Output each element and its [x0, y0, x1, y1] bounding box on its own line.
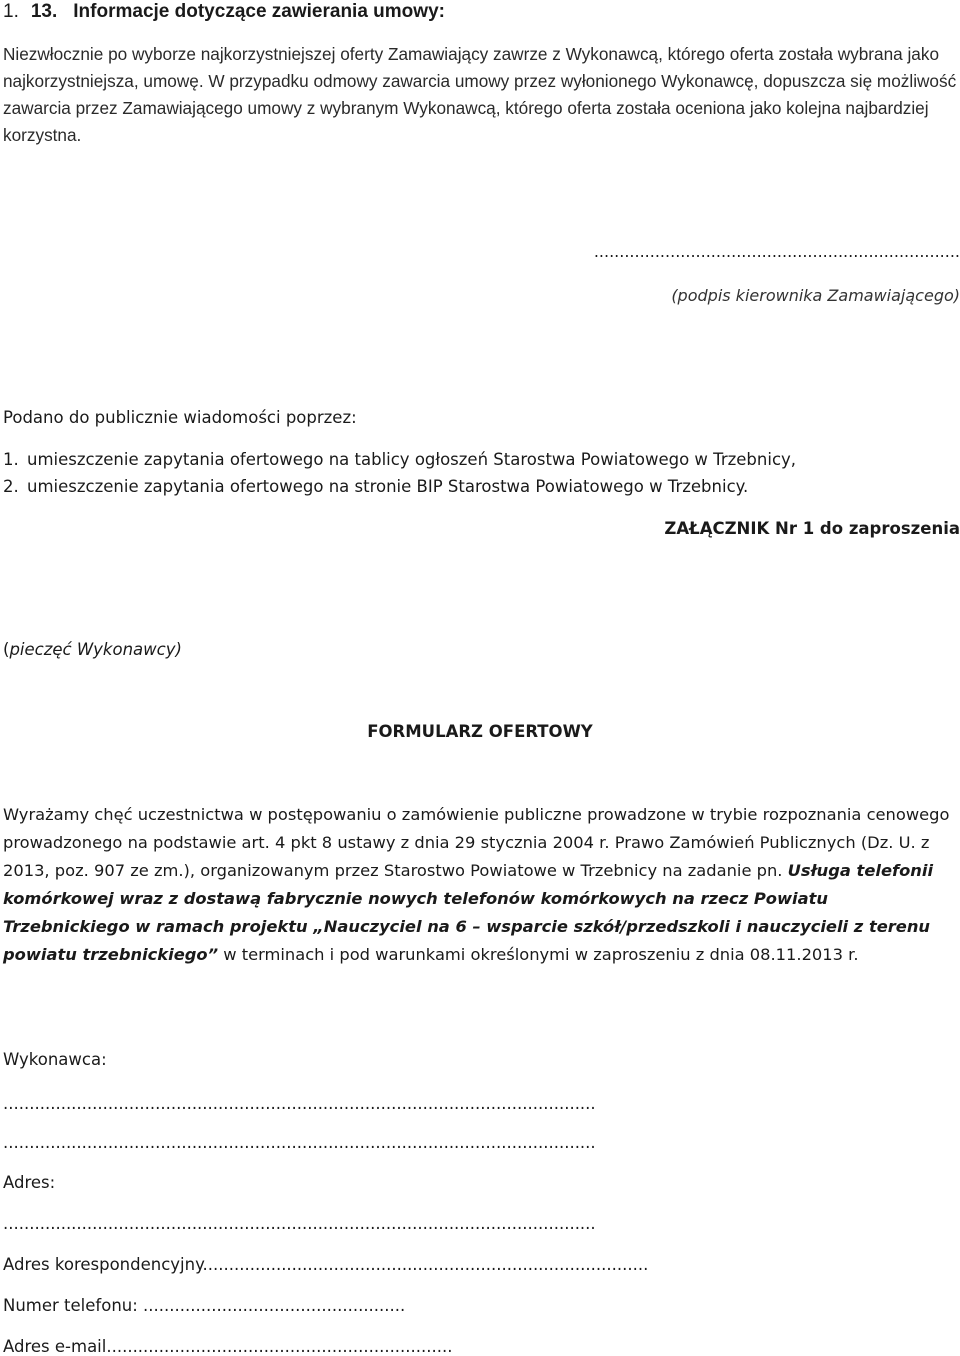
wykonawca-label: Wykonawca:	[3, 1050, 107, 1069]
stamp-text: pieczęć Wykonawcy)	[9, 640, 182, 659]
adres-line[interactable]: .................................................................................................................	[3, 1214, 596, 1233]
form-title: FORMULARZ OFERTOWY	[367, 722, 593, 741]
offer-text-part2: w terminach i pod warunkami określonymi w zaproszeniu z dnia 08.11.2013 r.	[218, 945, 859, 964]
section-title: Informacje dotyczące zawierania umowy:	[73, 1, 445, 22]
wykonawca-line-2[interactable]: .................................................................................................................	[3, 1133, 596, 1152]
attachment-heading: ZAŁĄCZNIK Nr 1 do zaproszenia	[664, 519, 960, 538]
publication-item-number: 1.	[3, 450, 19, 469]
publication-item-text: umieszczenie zapytania ofertowego na tablicy ogłoszeń Starostwa Powiatowego w Trzebnicy,	[27, 450, 797, 469]
section-list-number: 1.	[3, 1, 19, 22]
adres-korespondencyjny-field[interactable]: Adres korespondencyjny.....................................................................................	[3, 1255, 649, 1274]
adres-email-field[interactable]: Adres e-mail..................................................................	[3, 1337, 453, 1356]
wykonawca-line-1[interactable]: .................................................................................................................	[3, 1094, 596, 1113]
publication-item	[3, 450, 796, 469]
offer-text-part1: Wyrażamy chęć uczestnictwa w postępowaniu o zamówienie publiczne prowadzone w trybie rozpoznania cenowego prowadzonego na podstawie art. 4 pkt 8 ustawy z dnia 29 stycznia 2004 r. Prawo Zamówień Publicznych (Dz. U. z 2013, poz. 907 ze zm.), organizowanym przez Starostwo Powiatowe w Trzebnicy na zadanie pn.	[3, 805, 950, 880]
publication-item-text: umieszczenie zapytania ofertowego na stronie BIP Starostwa Powiatowego w Trzebnicy.	[27, 477, 749, 496]
offer-task-name: Usługa telefonii komórkowej wraz z dostawą fabrycznie nowych telefonów komórkowych na rzecz Powiatu Trzebnickiego w ramach projektu „Nauczyciel na 6 – wsparcie szkół/przedszkoli i nauczycieli z terenu powiatu trzebnickiego”	[3, 861, 934, 964]
publication-item	[3, 477, 748, 496]
section-number: 13.	[30, 1, 58, 22]
adres-label: Adres:	[3, 1173, 56, 1192]
numer-telefonu-field[interactable]: Numer telefonu: ..................................................	[3, 1296, 406, 1315]
signature-label: (podpis kierownika Zamawiającego)	[671, 286, 960, 305]
paragraph-contract-info: Niezwłocznie po wyborze najkorzystniejszej oferty Zamawiający zawrze z Wykonawcą, którego oferta została wybrana jako najkorzystniejsza, umowę. W przypadku odmowy zawarcia umowy przez wyłonionego Wykonawcę, dopuszcza się możliwość zawarcia przez Zamawiającego umowy z wybranym Wykonawcą, którego oferta została oceniona jako kolejna najbardziej korzystna.	[3, 44, 957, 145]
publication-item-number: 2.	[3, 477, 19, 496]
stamp-label	[3, 640, 182, 659]
paragraph-offer	[3, 801, 958, 969]
stamp-open-paren: (	[3, 640, 10, 659]
signature-dots: ........................................................................	[593, 242, 960, 261]
publication-label: Podano do publicznie wiadomości poprzez:	[3, 408, 357, 427]
section-heading	[3, 0, 445, 24]
